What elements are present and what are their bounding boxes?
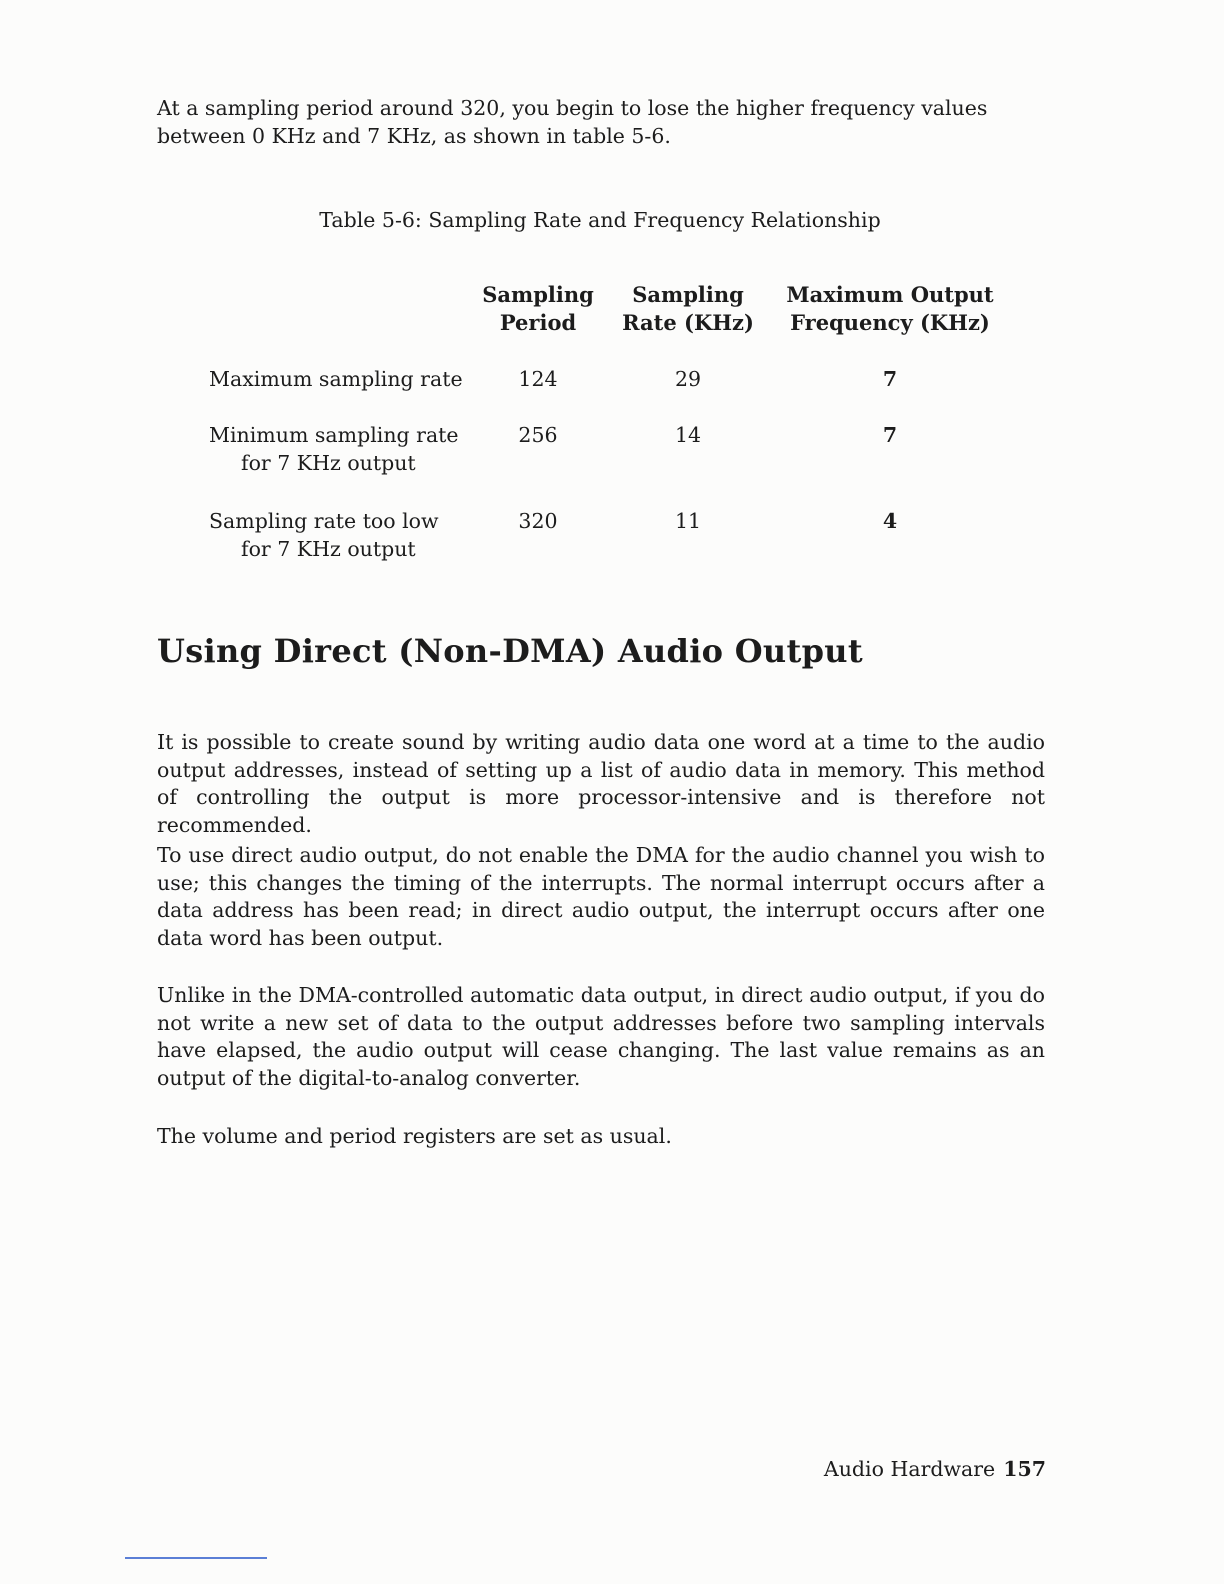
cell-frequency: 7 [882, 367, 898, 391]
page-number: 157 [1003, 1457, 1046, 1481]
body-paragraph: The volume and period registers are set as usual. [157, 1124, 672, 1148]
scan-artifact-line [125, 1557, 267, 1559]
row-label-minimum-sampling-rate: Minimum sampling rate for 7 KHz output [209, 423, 459, 475]
cell-period: 256 [518, 423, 558, 447]
cell-frequency: 4 [882, 509, 898, 533]
cell-period: 320 [518, 509, 558, 533]
section-heading: Using Direct (Non-DMA) Audio Output [157, 632, 863, 670]
body-paragraph: Unlike in the DMA-controlled automatic data output, in direct audio output, if you do not write a new set of data to the output addresses before two sampling intervals have elapsed, the audio output will cease changing. The last value remains as an output of the digital-to-analog converter. [157, 983, 1045, 1090]
intro-paragraph: At a sampling period around 320, you begin to lose the higher frequency values between 0 KHz and 7 KHz, as shown in table 5-6. [157, 96, 988, 148]
header-sampling-rate: Sampling Rate (KHz) [622, 282, 754, 335]
row-label-sampling-rate-too-low: Sampling rate too low for 7 KHz output [209, 509, 439, 561]
cell-rate: 29 [674, 367, 702, 391]
header-max-output-frequency: Maximum Output Frequency (KHz) [786, 282, 994, 335]
header-sampling-period: Sampling Period [482, 282, 594, 335]
table-caption: Table 5-6: Sampling Rate and Frequency Relationship [319, 208, 881, 232]
row-label-maximum-sampling-rate: Maximum sampling rate [209, 367, 463, 391]
chapter-title: Audio Hardware [823, 1457, 996, 1481]
cell-frequency: 7 [882, 423, 898, 447]
cell-rate: 14 [674, 423, 702, 447]
cell-period: 124 [518, 367, 558, 391]
body-paragraph: It is possible to create sound by writing audio data one word at a time to the audio output addresses, instead of setting up a list of audio data in memory. This method of controlling the output is more processor-intensive and is therefore not recommended. [157, 730, 1045, 837]
cell-rate: 11 [674, 509, 702, 533]
page-footer [824, 1457, 1046, 1481]
body-paragraph: To use direct audio output, do not enable the DMA for the audio channel you wish to use; this changes the timing of the interrupts. The normal interrupt occurs after a data address has been read; in direct audio output, the interrupt occurs after one data word has been output. [157, 843, 1045, 950]
